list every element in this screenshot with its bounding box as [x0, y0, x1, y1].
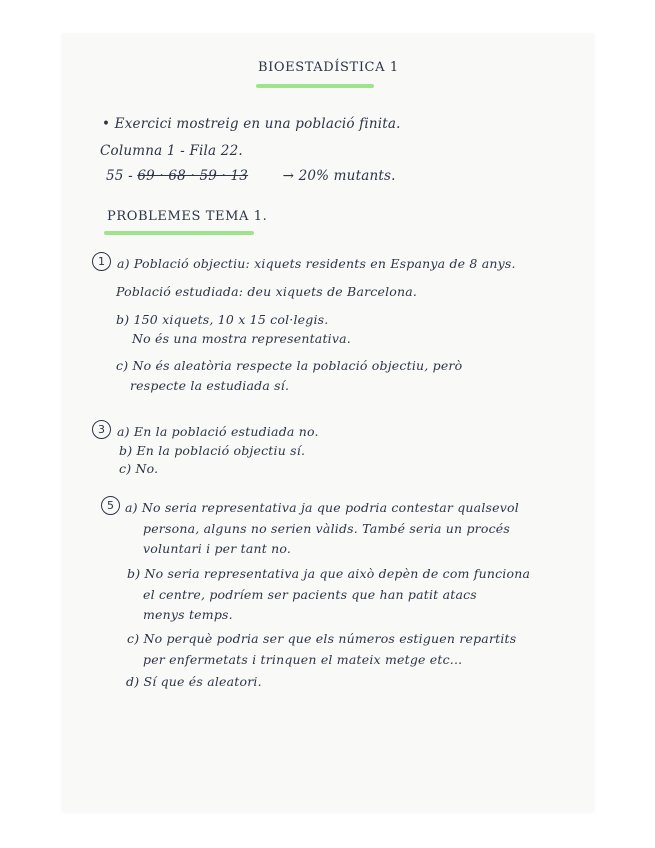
- problem-line: el centre, podríem ser pacients que han patit atacs: [143, 587, 477, 602]
- problem-line: d) Sí que és aleatori.: [126, 674, 262, 689]
- problem-line: menys temps.: [143, 607, 233, 622]
- problem-line: Població estudiada: deu xiquets de Barcelona.: [116, 284, 418, 299]
- numbers-struck: 69 · 68 · 59 · 13: [137, 168, 249, 184]
- section-highlight: [104, 231, 254, 235]
- problem-line: a) En la població estudiada no.: [117, 424, 319, 439]
- intro-line-1: • Exercici mostreig en una població finita.: [102, 116, 401, 132]
- problem-line: respecte la estudiada sí.: [130, 378, 290, 393]
- numbers-prefix: 55 -: [106, 168, 133, 184]
- problem-line: c) No és aleatòria respecte la població objectiu, però: [116, 358, 463, 373]
- intro-numbers: [106, 168, 396, 184]
- problem-line: c) No perquè podria ser que els números estiguen repartits: [127, 631, 517, 646]
- section-title: PROBLEMES TEMA 1.: [107, 209, 268, 224]
- problem-line: a) Població objectiu: xiquets residents en Espanya de 8 anys.: [117, 256, 516, 271]
- intro-line-2: Columna 1 - Fila 22.: [100, 143, 243, 159]
- problem-line: b) 150 xiquets, 10 x 15 col·legis.: [116, 312, 329, 327]
- problem-line: No és una mostra representativa.: [132, 331, 351, 346]
- problem-line: c) No.: [119, 461, 159, 476]
- problem-line: voluntari i per tant no.: [143, 541, 292, 556]
- problem-line: b) En la població objectiu sí.: [119, 443, 306, 458]
- problem-number-circle: 3: [92, 420, 111, 439]
- problem-line: b) No seria representativa ja que això depèn de com funciona: [127, 566, 531, 581]
- page-title: BIOESTADÍSTICA 1: [258, 60, 399, 75]
- problem-line: per enfermetats i trinquen el mateix metge etc...: [143, 652, 463, 667]
- problem-number-circle: 5: [101, 496, 120, 515]
- title-highlight: [256, 84, 374, 88]
- problem-number-circle: 1: [92, 252, 111, 271]
- problem-line: a) No seria representativa ja que podria contestar qualsevol: [125, 500, 519, 515]
- numbers-result: → 20% mutants.: [282, 168, 396, 184]
- problem-line: persona, alguns no serien vàlids. També seria un procés: [143, 521, 510, 536]
